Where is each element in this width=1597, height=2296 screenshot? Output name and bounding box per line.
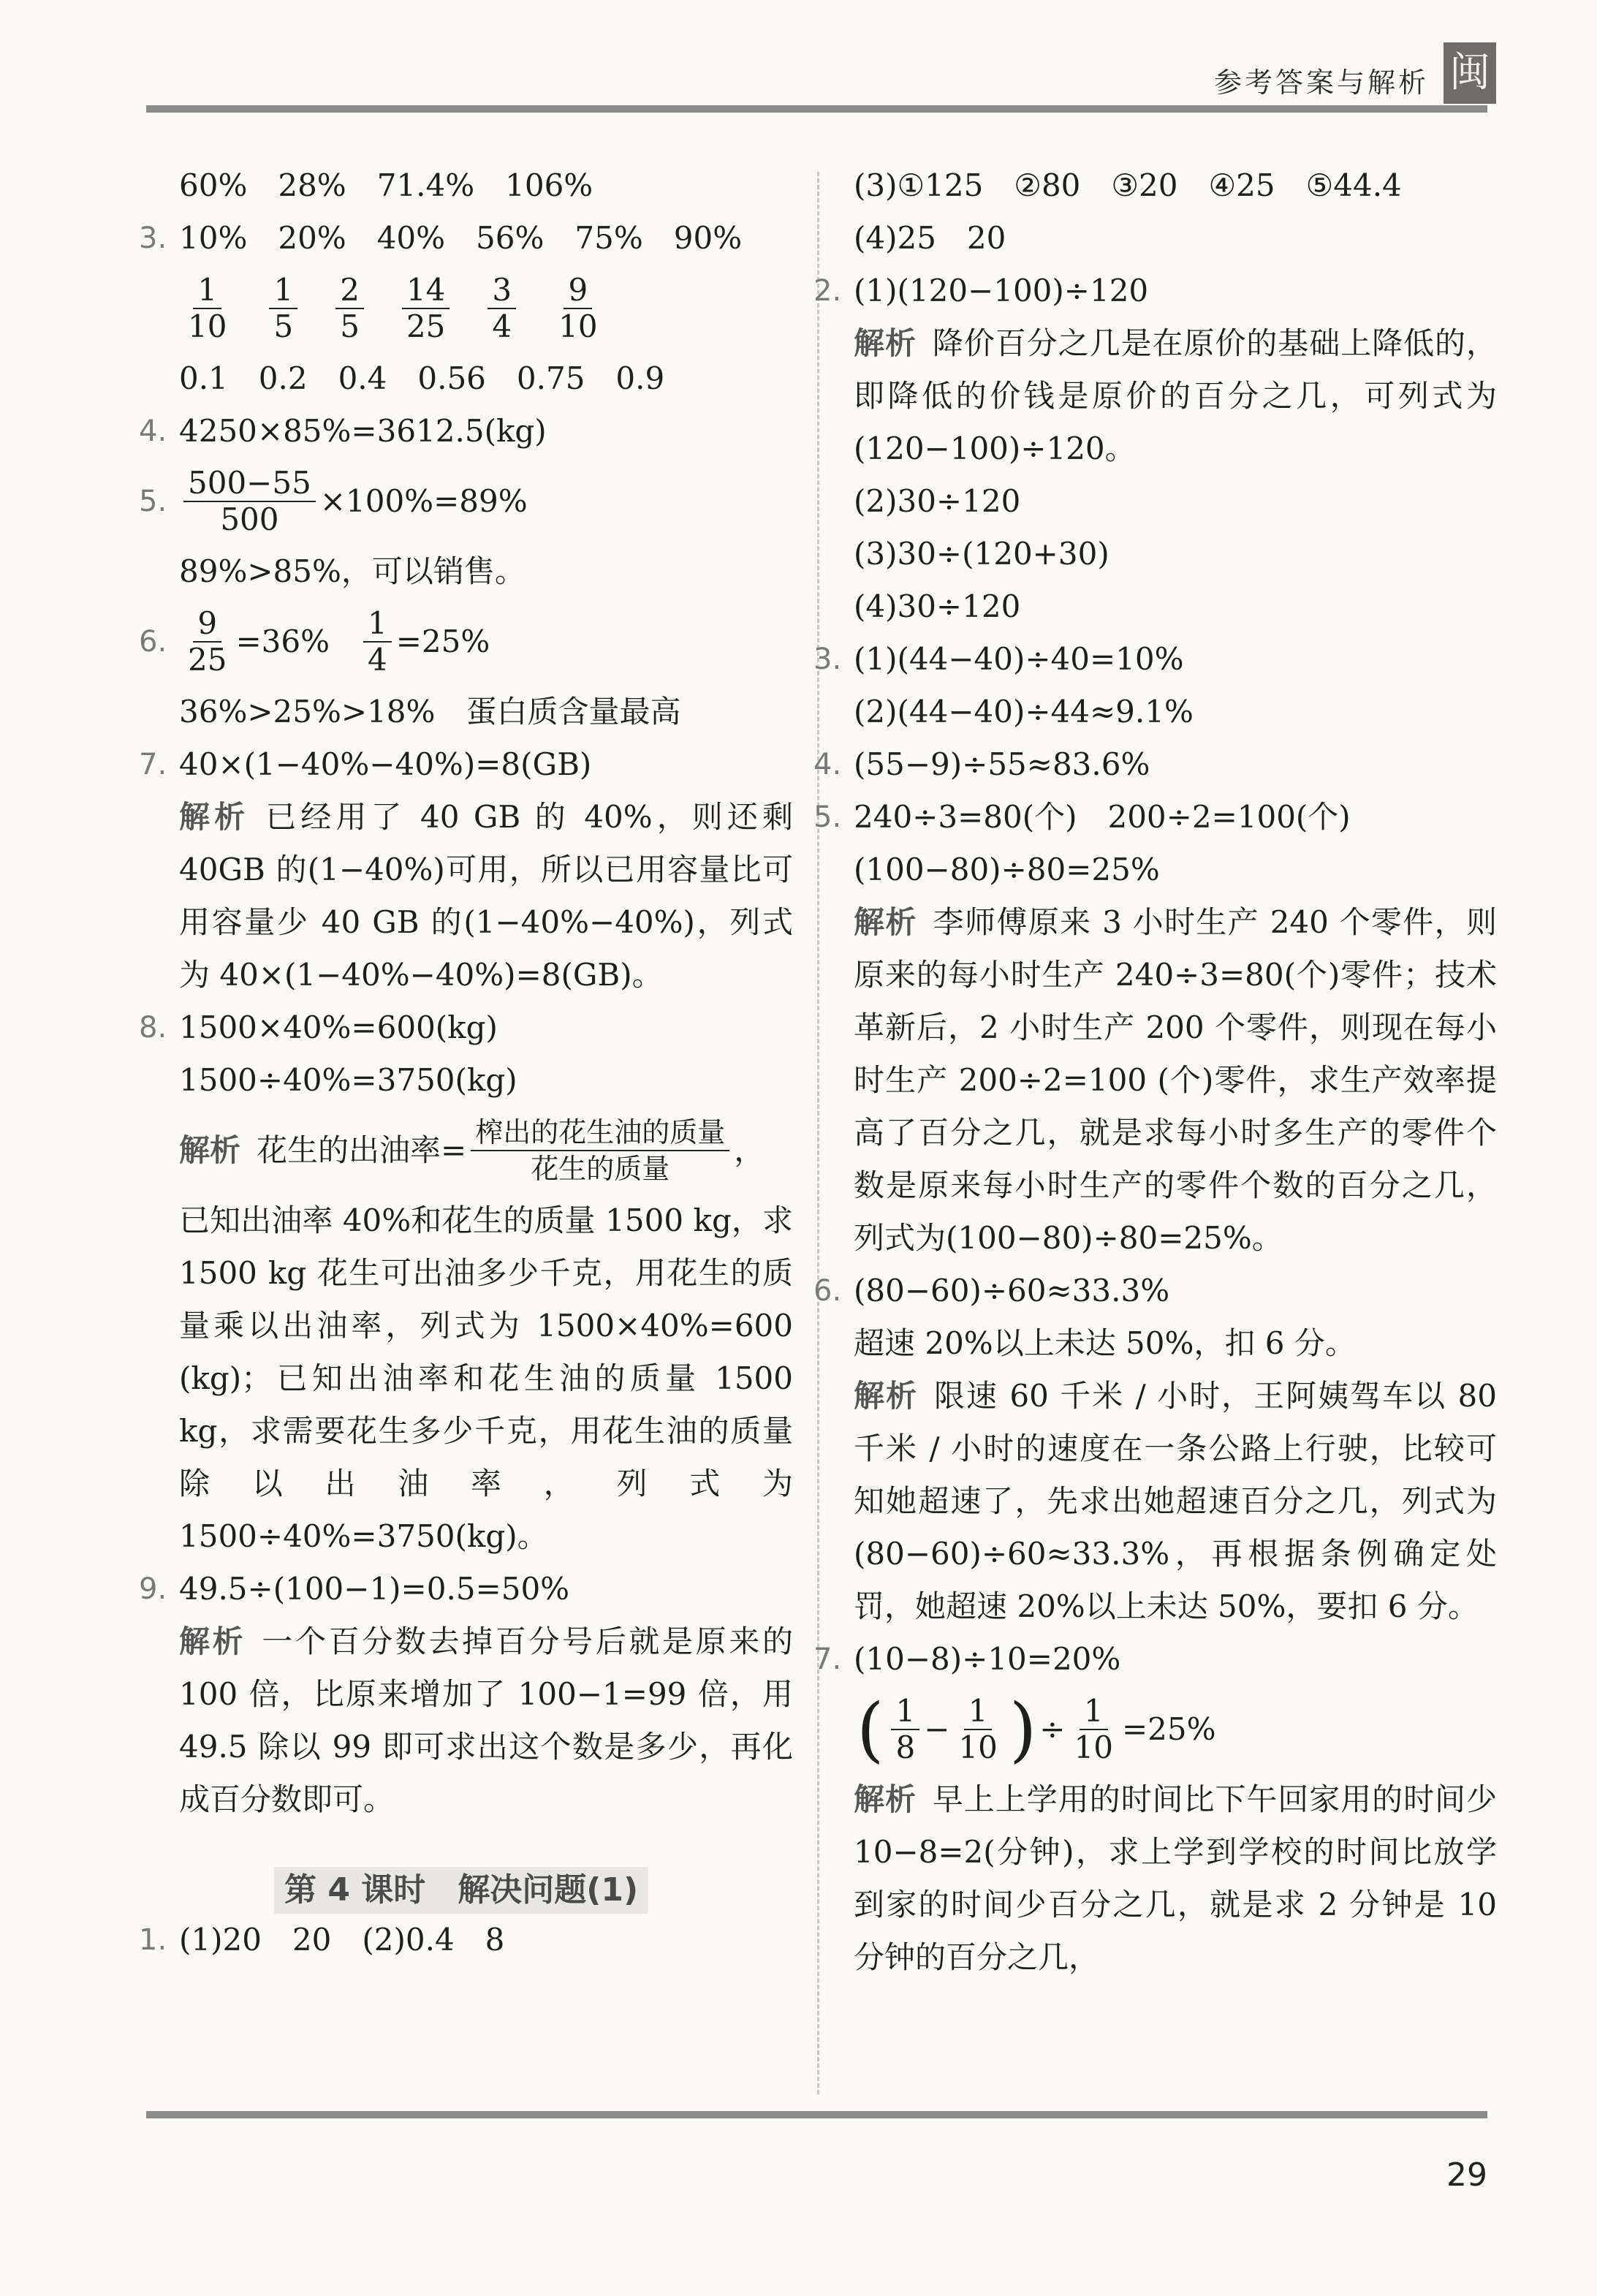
analysis-tag: 解析: [179, 799, 250, 835]
q9-answer: 49.5÷(100−1)=0.5=50%: [179, 1571, 570, 1607]
explanation-text: 李师傅原来 3 小时生产 240 个零件，则原来的每小时生产 240÷3=80(个)零件；技术革新后，2 小时生产 200 个零件，则现在每小时生产 200÷2=100 (个)零件，求生产效率提高了百分之几，就是求每小时多生产的零件个数是原来每小时生产的零件个数的百分之几，列式为(100−80)÷80=25%。: [854, 904, 1497, 1256]
comma: ，: [734, 1132, 765, 1168]
q8-answer-1: 1500×40%=600(kg): [179, 1009, 498, 1045]
numerator: 1: [363, 606, 392, 643]
q3-answer-2: (2)(44−40)÷44≈9.1%: [854, 694, 1194, 730]
numerator: 1: [964, 1694, 993, 1730]
q8-number: 8.: [139, 1011, 167, 1045]
lesson-title: 第 4 课时 解决问题(1): [274, 1867, 648, 1914]
q3-answer-1: (1)(44−40)÷40=10%: [854, 641, 1184, 677]
q2-sub4: (4)30÷120: [854, 588, 1021, 624]
numerator: 1: [269, 273, 297, 309]
q3-number: 3.: [813, 643, 842, 676]
explanation-text: 降价百分之几是在原价的基础上降低的，即降低的价钱是原价的百分之几，可列式为(120−100)÷120。: [854, 325, 1497, 466]
numerator: 500−55: [183, 466, 316, 502]
numerator: 1: [1080, 1694, 1108, 1730]
denominator: 25: [188, 642, 227, 678]
answer-line: 60% 28% 71.4% 106%: [179, 167, 593, 203]
q5-explanation: [854, 896, 1497, 1265]
explanation-text: 早上上学用的时间比下午回家用的时间少 10−8=2(分钟)，求上学到学校的时间比放学到家的时间少百分之几，就是求 2 分钟是 10 分钟的百分之几，: [854, 1781, 1497, 1975]
numerator: 14: [402, 273, 449, 309]
q7-explanation: [854, 1773, 1497, 1984]
p1-number: 1.: [139, 1923, 167, 1957]
numerator: 2: [335, 273, 364, 309]
analysis-tag: 解析: [854, 1781, 917, 1817]
q6-result-b: =25%: [395, 624, 490, 659]
fraction: [471, 1115, 729, 1186]
bottom-rule: [146, 2111, 1487, 2118]
q6-result-a: =36%: [235, 624, 330, 659]
q2-answer: (1)(120−100)÷120: [854, 273, 1149, 308]
q4-line: [139, 405, 793, 458]
q9-explanation: [179, 1615, 793, 1826]
fraction: [402, 273, 449, 344]
q6-answer-2: 超速 20%以上未达 50%，扣 6 分。: [854, 1325, 1356, 1361]
right-paren: ): [1009, 1689, 1037, 1770]
q4-answer: 4250×85%=3612.5(kg): [179, 413, 547, 449]
fraction: [363, 606, 392, 678]
denominator: 5: [340, 308, 360, 344]
q3-percents: 10% 20% 40% 56% 75% 90%: [179, 220, 743, 256]
q7-answer: 40×(1−40%−40%)=8(GB): [179, 746, 592, 782]
numerator: 榨出的花生油的质量: [471, 1115, 729, 1151]
denominator: 10: [558, 308, 598, 344]
header-title: 参考答案与解析: [1213, 67, 1429, 99]
q5-number: 5.: [813, 800, 842, 834]
q6-line: [139, 598, 793, 686]
fraction: [554, 273, 602, 344]
denominator: 10: [1074, 1729, 1113, 1765]
q3-number: 3.: [139, 221, 167, 255]
explanation-text: 已经用了 40 GB 的 40%，则还剩 40GB 的(1−40%)可用，所以已用容量比可用容量少 40 GB 的(1−40%−40%)，列式为 40×(1−40%−40%)=8(GB)。: [179, 799, 793, 993]
fraction: [954, 1694, 1001, 1765]
q5-conclusion: 89%>85%，可以销售。: [179, 553, 526, 589]
q6-line1: [813, 1265, 1497, 1317]
denominator: 8: [895, 1729, 916, 1765]
p1-answer: (1)20 20 (2)0.4 8: [179, 1922, 505, 1958]
q7-number: 7.: [813, 1643, 842, 1676]
denominator: 花生的质量: [531, 1153, 670, 1185]
q5-line1: [813, 791, 1497, 844]
q8-explanation: 已知出油率 40%和花生的质量 1500 kg，求 1500 kg 花生可出油多少千克，用花生的质量乘以出油率，列式为 1500×40%=600 (kg)；已知出油率和花生油的质量 1500 kg，求需要花生多少千克，用花生油的质量除以出油率，列式为 1500÷40%=3750(kg)。: [179, 1202, 793, 1554]
q2-sub2: (2)30÷120: [854, 483, 1021, 519]
q4-number: 4.: [813, 748, 842, 781]
analysis-tag: 解析: [854, 325, 917, 361]
q7-line: [139, 738, 793, 791]
q7-line1: [813, 1633, 1497, 1686]
fraction: [1070, 1694, 1118, 1765]
numerator: 3: [488, 273, 516, 309]
r2-line: (4)25 20: [854, 220, 1006, 256]
q2-number: 2.: [813, 274, 842, 308]
denominator: 4: [492, 308, 512, 344]
q8-explanation-formula: [179, 1107, 793, 1194]
denominator: 4: [368, 642, 387, 678]
fraction: [183, 466, 316, 537]
numerator: 1: [193, 273, 221, 309]
q7-answer-1: (10−8)÷10=20%: [854, 1641, 1121, 1677]
province-badge: 闽: [1444, 42, 1496, 104]
q5-answer-2: (100−80)÷80=25%: [854, 852, 1160, 887]
numerator: 9: [564, 273, 592, 309]
r1-line: (3)①125 ②80 ③20 ④25 ⑤44.4: [854, 167, 1402, 203]
q6-conclusion: 36%>25%>18% 蛋白质含量最高: [179, 694, 681, 730]
left-paren: (: [857, 1689, 884, 1770]
fraction: [183, 273, 231, 344]
numerator: 1: [891, 1694, 919, 1730]
right-column: [813, 159, 1497, 1984]
q5-answer-1: 240÷3=80(个) 200÷2=100(个): [854, 799, 1351, 835]
q4-answer: (55−9)÷55≈83.6%: [854, 746, 1150, 782]
explanation-text: 一个百分数去掉百分号后就是原来的 100 倍，比原来增加了 100−1=99 倍，用 49.5 除以 99 即可求出这个数是多少，再化成百分数即可。: [179, 1624, 793, 1817]
numerator: 9: [193, 606, 221, 643]
left-column: [139, 159, 793, 1966]
q3-line1: [139, 212, 793, 265]
denominator: 10: [188, 308, 227, 344]
column-divider: [817, 172, 819, 2094]
q3-decimals: 0.1 0.2 0.4 0.56 0.75 0.9: [179, 360, 665, 396]
q4-line: [813, 738, 1497, 791]
q9-line: [139, 1563, 793, 1615]
denominator: 500: [220, 501, 279, 537]
formula-label: 花生的出油率=: [257, 1132, 467, 1168]
analysis-tag: 解析: [179, 1624, 246, 1659]
page-number: 29: [1446, 2156, 1487, 2194]
p1-line: [139, 1914, 793, 1966]
analysis-tag: 解析: [854, 1378, 919, 1414]
q6-number: 6.: [813, 1274, 842, 1308]
q5-line: [139, 458, 793, 545]
fraction: [891, 1694, 919, 1765]
fraction: [335, 273, 364, 344]
q2-explanation: [854, 317, 1497, 475]
q3-line1: [813, 633, 1497, 686]
q5-number: 5.: [139, 485, 167, 518]
q4-number: 4.: [139, 414, 167, 448]
explanation-text: 限速 60 千米 / 小时，王阿姨驾车以 80 千米 / 小时的速度在一条公路上行驶，比较可知她超速了，先求出她超速百分之几，列式为 (80−60)÷60≈33.3%，再根据条例确定处罚，她超速 20%以上未达 50%，要扣 6 分。: [854, 1378, 1497, 1624]
fraction: [488, 273, 516, 344]
top-rule: [146, 105, 1487, 113]
q6-number: 6.: [139, 625, 167, 659]
q7-result: =25%: [1121, 1711, 1216, 1747]
q7-explanation: [179, 791, 793, 1001]
q6-explanation: [854, 1370, 1497, 1633]
q3-fractions: [179, 265, 793, 352]
divide-sign: ÷: [1039, 1711, 1066, 1747]
q6-answer-1: (80−60)÷60≈33.3%: [854, 1273, 1170, 1308]
q7-fraction-line: [854, 1686, 1497, 1773]
denominator: 5: [273, 308, 294, 344]
analysis-tag: 解析: [854, 904, 917, 940]
q9-number: 9.: [139, 1572, 167, 1606]
q8-line1: [139, 1001, 793, 1054]
q2-sub3: (3)30÷(120+30): [854, 536, 1109, 572]
fraction: [269, 273, 297, 344]
q2-line: [813, 265, 1497, 317]
q8-answer-2: 1500÷40%=3750(kg): [179, 1062, 517, 1098]
denominator: 10: [958, 1729, 998, 1765]
analysis-tag: 解析: [179, 1132, 241, 1168]
fraction: [183, 606, 231, 678]
q5-answer: ×100%=89%: [319, 483, 528, 519]
denominator: 25: [406, 308, 446, 344]
minus-sign: −: [924, 1711, 950, 1747]
q7-number: 7.: [139, 748, 167, 781]
